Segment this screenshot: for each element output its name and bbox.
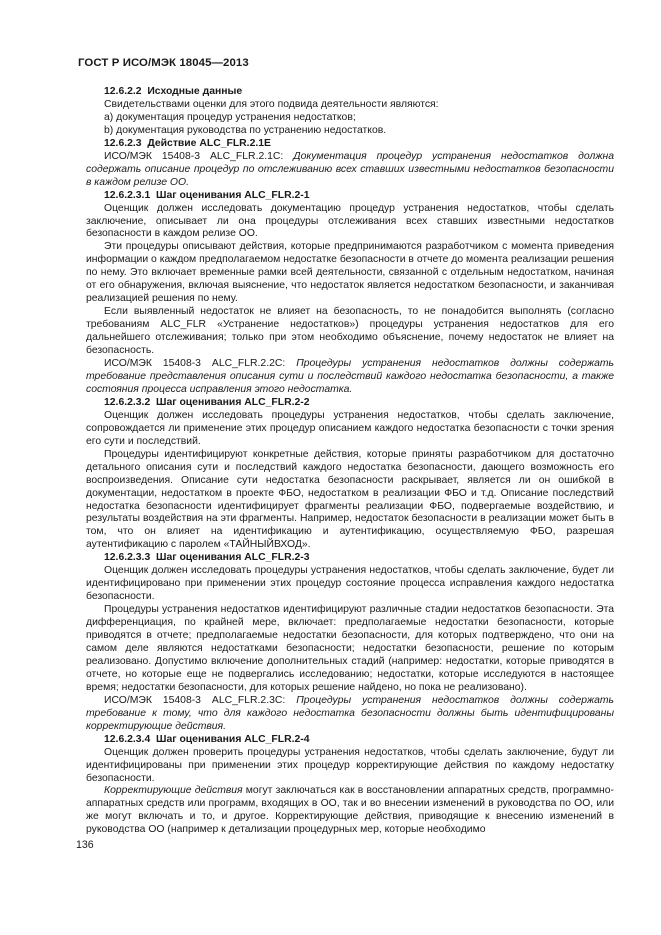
heading-number: 12.6.2.2	[104, 86, 142, 97]
heading-number: 12.6.2.3.1	[104, 189, 151, 201]
citation-text: Документация процедур устранения недостатков должна содержать описание процедур по отслеживанию всех ставших известными недостатков безопасности в каждом релизе ОО.	[86, 150, 614, 188]
heading-title: Шаг оценивания ALC_FLR.2-2	[156, 396, 310, 408]
document-header: ГОСТ Р ИСО/МЭК 18045—2013	[78, 57, 249, 69]
section-heading	[86, 138, 614, 151]
heading-title: Шаг оценивания ALC_FLR.2-4	[156, 733, 310, 745]
term-italic: Корректирующие действия	[104, 785, 243, 797]
paragraph: Процедуры идентифицируют конкретные действия, которые приняты разработчиком для достаточно детального описания сути и последствий каждого недостатка безопасности, дающего возможность его воспроизведения. Описание сути недостатка безопасности раскрывает, является ли он ошибкой в документации, недостатком в проекте ФБО, недостатком в реализации ФБО и т.д. Описание последствий недостатка безопасности идентифицирует фрагменты реализации ФБО, подвергаемые воздействию, и результаты воздействия на эти фрагменты. Например, недостаток безопасности в реализации может быть в том, что он влияет на идентификацию и аутентификацию, осуществляемую ФБО, разрешая аутентификацию с паролем «ТАЙНЫЙВХОД».	[86, 448, 614, 551]
paragraph: Оценщик должен исследовать документацию процедур устранения недостатков, чтобы сделать заключение, описывает ли она процедуры отслеживания всех ставших известными недостатков безопасности в каждом релизе ОО.	[86, 202, 614, 240]
citation-text: Процедуры устранения недостатков должны содержать требование представления описания сути и последствий каждого недостатка безопасности, а также состояния процесса исправления этого недостатка.	[86, 358, 614, 395]
section-heading	[86, 190, 614, 203]
list-item: b) документация руководства по устранению недостатков.	[104, 124, 387, 136]
paragraph: Процедуры устранения недостатков идентифицируют различные стадии недостатков безопасности. Эта дифференциация, по крайней мере, включает: предполагаемые недостатки безопасности, которые приводятся в отчете; предполагаемые недостатки безопасности, для которых подтверждено, что они на самом деле являются недостатками безопасности; недостатки безопасности, решение по которым реализовано. Допустимо включение дополнительных стадий (например: недостатки, которые приводятся в отчете, но которые еще не подвергались исследованию; недостатки, которые исследуются в настоящее время; недостатки безопасности, для которых решение найдено, но пока не реализовано).	[86, 604, 614, 693]
paragraph: Эти процедуры описывают действия, которые предпринимаются разработчиком с момента приведения информации о каждом предполагаемом недостатке безопасности в отчете до момента реализации решения по нему. Это включает временные рамки всей деятельности, связанной с отдельным недостатком, начиная от его обнаружения, включая выяснение, что недостаток является недостатком безопасности, и заканчивая реализацией решения по нему.	[86, 241, 614, 305]
heading-number: 12.6.2.3.4	[104, 733, 151, 745]
section-heading	[86, 734, 614, 747]
citation-reference: ИСО/МЭК 15408-3 ALC_FLR.2.1С:	[104, 150, 294, 162]
requirement-citation	[86, 151, 614, 190]
paragraph: Оценщик должен исследовать процедуры устранения недостатков, чтобы сделать заключение, сопровождается ли применение этих процедур описанием каждого недостатка безопасности с точки зрения его сути и последствий.	[86, 409, 614, 447]
paragraph: Свидетельствами оценки для этого подвида деятельности являются:	[104, 98, 439, 110]
citation-text: Процедуры устранения недостатков должны содержать требование к тому, что для каждого недостатка безопасности должны быть идентифицированы корректирующие действия.	[86, 694, 614, 732]
heading-title: Действие ALC_FLR.2.1E	[147, 137, 271, 149]
heading-title: Шаг оценивания ALC_FLR.2-1	[156, 189, 310, 201]
paragraph	[86, 785, 614, 837]
document-body	[86, 86, 614, 837]
requirement-citation	[86, 695, 614, 734]
requirement-citation	[86, 358, 614, 397]
heading-title: Исходные данные	[147, 86, 243, 97]
citation-reference: ИСО/МЭК 15408-3 ALC_FLR.2.3С:	[104, 694, 297, 706]
section-heading	[86, 552, 614, 565]
heading-number: 12.6.2.3.3	[104, 552, 151, 564]
paragraph-text: могут заключаться как в восстановлении аппаратных средств, программно-аппаратных средств или программ, входящих в ОО, так и во внесении изменений в руководства по ОО, или же могут включать и то, и другое. Корректирующие действия, приводящие к внесению изменений в руководства ОО (например к детализации процедурных мер, которые необходимо	[86, 785, 614, 836]
heading-title: Шаг оценивания ALC_FLR.2-3	[156, 552, 310, 564]
section-heading	[86, 397, 614, 410]
citation-reference: ИСО/МЭК 15408-3 ALC_FLR.2.2С:	[104, 358, 297, 370]
paragraph: Если выявленный недостаток не влияет на безопасность, то не понадобится выполнять (согласно требованиям ALC_FLR «Устранение недостатков») процедуры устранения недостатков для его дальнейшего отслеживания; только при этом необходимо объяснение, почему недостаток не влияет на безопасность.	[86, 306, 614, 357]
heading-number: 12.6.2.3.2	[104, 396, 151, 408]
paragraph: Оценщик должен проверить процедуры устранения недостатков, чтобы сделать заключение, будут ли идентифицированы при применении этих процедур корректирующие действия по каждому недостатку безопасности.	[86, 746, 614, 784]
list-item: a) документация процедур устранения недостатков;	[104, 111, 356, 123]
heading-number: 12.6.2.3	[104, 137, 142, 149]
paragraph: Оценщик должен исследовать процедуры устранения недостатков, чтобы сделать заключение, будет ли идентифицировано при применении этих процедур состояние процесса исправления каждого недостатка безопасности.	[86, 565, 614, 603]
page-number: 136	[76, 839, 94, 851]
section-heading	[86, 86, 614, 99]
